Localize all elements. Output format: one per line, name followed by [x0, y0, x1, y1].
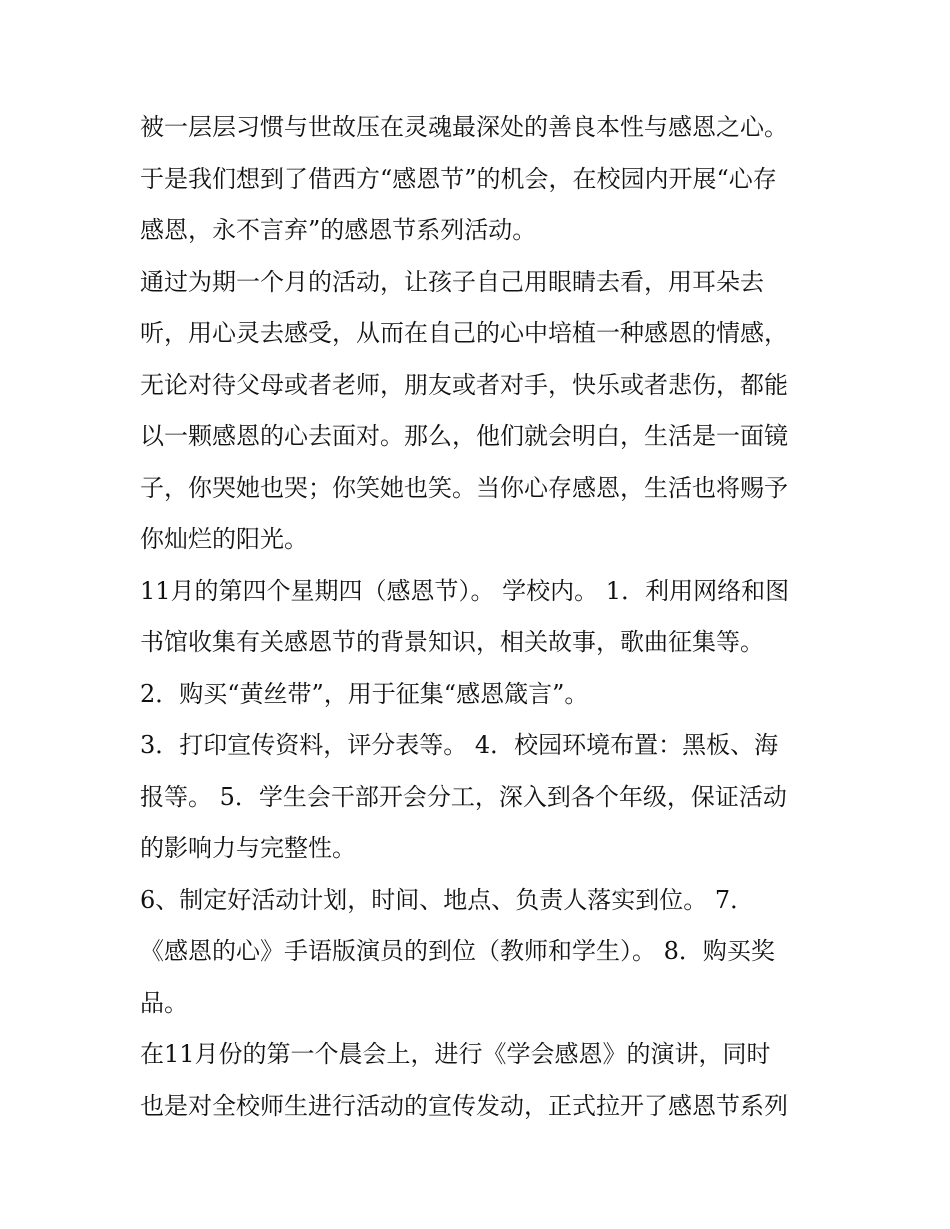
text-line: 2．购买“黄丝带”，用于征集“感恩箴言”。 [140, 679, 589, 708]
text-line: 书馆收集有关感恩节的背景知识，相关故事，歌曲征集等。 [140, 628, 764, 656]
text-line: 通过为期一个月的活动，让孩子自己用眼睛去看，用耳朵去 [140, 267, 764, 296]
document-body [140, 102, 820, 1132]
text-line: 感恩，永不言弃”的感恩节系列活动。 [140, 216, 537, 244]
text-line: 于是我们想到了借西方“感恩节”的机会，在校园内开展“心存 [140, 164, 777, 193]
text-line: 被一层层习惯与世故压在灵魂最深处的善良本性与感恩之心。 [140, 113, 788, 141]
text-line: 以一颗感恩的心去面对。那么，他们就会明白，生活是一面镜 [140, 422, 788, 450]
text-line: 你灿烂的阳光。 [140, 525, 308, 553]
text-line: 《感恩的心》手语版演员的到位（教师和学生）。 8．购买奖 [140, 937, 775, 965]
text-line: 的影响力与完整性。 [140, 834, 356, 862]
text-line: 子，你哭她也哭；你笑她也笑。当你心存感恩，生活也将赐予 [140, 473, 788, 502]
text-line: 11月的第四个星期四（感恩节）。 学校内。 1．利用网络和图 [140, 576, 790, 605]
text-line: 报等。 5．学生会干部开会分工，深入到各个年级，保证活动 [140, 782, 787, 811]
text-line: 也是对全校师生进行活动的宣传发动，正式拉开了感恩节系列 [140, 1091, 788, 1120]
text-line: 品。 [140, 988, 188, 1017]
text-line: 无论对待父母或者老师，朋友或者对手，快乐或者悲伤，都能 [140, 370, 788, 399]
text-line: 3．打印宣传资料，评分表等。 4．校园环境布置：黑板、海 [140, 731, 779, 759]
text-line: 6、制定好活动计划，时间、地点、负责人落实到位。 7． [140, 885, 755, 914]
text-line: 在11月份的第一个晨会上，进行《学会感恩》的演讲，同时 [140, 1040, 771, 1068]
text-line: 听，用心灵去感受，从而在自己的心中培植一种感恩的情感， [140, 319, 788, 347]
